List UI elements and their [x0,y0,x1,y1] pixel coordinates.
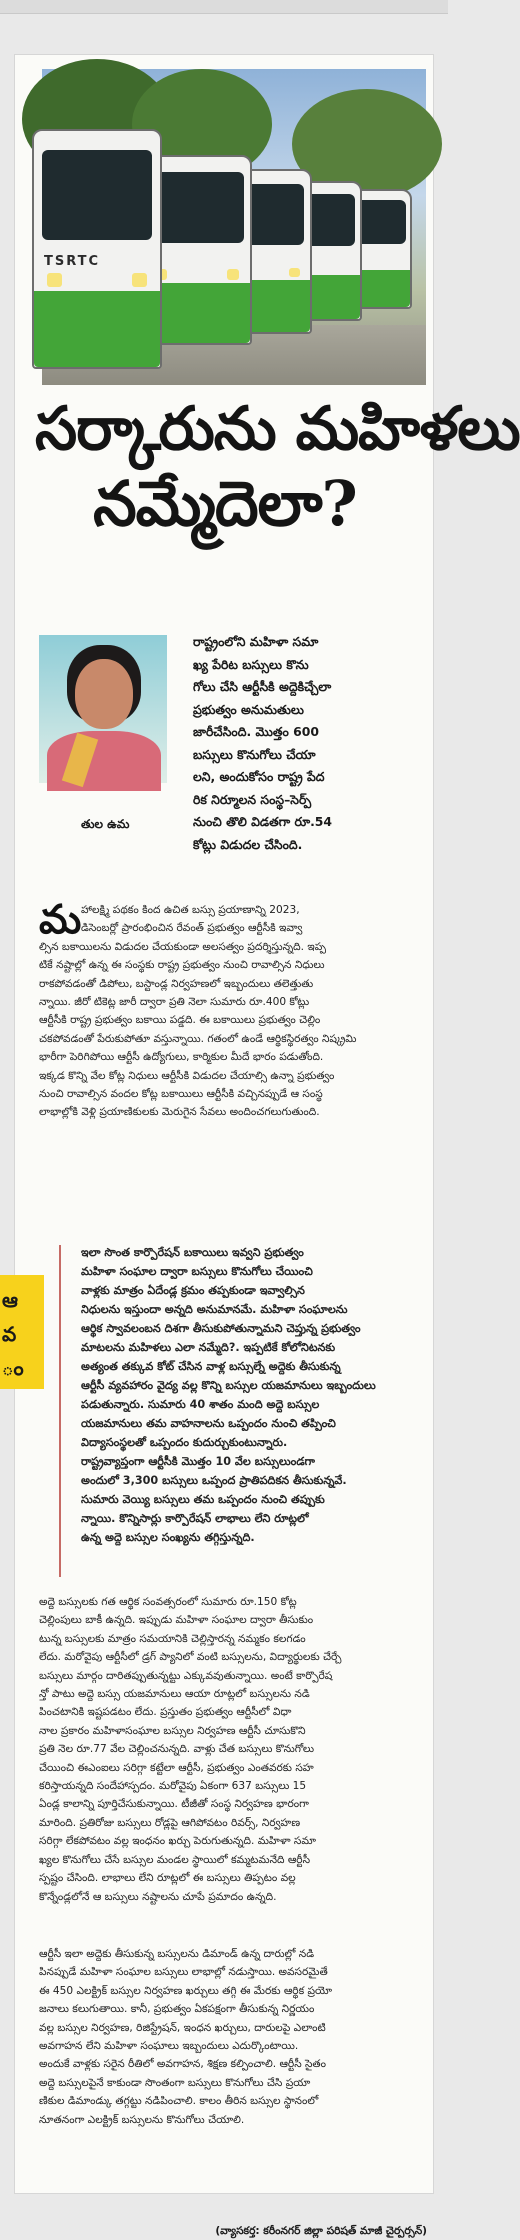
quote-line: అందులో 3,300 బస్సులు ఒప్పంద ప్రాతిపదికన తీసుకున్నవే. [81,1474,347,1487]
paragraph-line: అవగాహన లేని మహిళా సంఘాలు ఇబ్బందులు ఎదుర్కొంటాయి. [39,2040,299,2053]
quote-line: న్నాయి. కొన్నిసార్లు కార్పొరేషన్ లాభాలు లేని రూట్లలో [81,1512,309,1525]
body-paragraph-2 [39,1593,427,1906]
paragraph-line: అందుకే వాళ్లకు సరైన రీతిలో అవగాహన, శిక్షణ కల్పించాలి. ఆర్టీసీ సైతం [39,2058,327,2071]
quote-line: సుమారు వెయ్యి బస్సులు తమ ఒప్పందం నుంచి తప్పుకు [81,1493,325,1506]
paragraph-line: పించటానికి ఇష్టపడటం లేదు. ప్రస్తుతం ప్రభుత్వం ఆర్టీసీలో విధా [39,1706,292,1719]
paragraph-line: అద్దె బస్సులపైనే కాకుండా సొంతంగా బస్సులు కొనుగోలు చేసి ప్రయా [39,2076,311,2089]
quote-line: విద్యాసంస్థలతో ఒప్పందం కుదుర్చుకుంటున్నారు. [81,1436,288,1449]
intro-line: జారీచేసింది. మొత్తం 600 [193,724,319,739]
intro-line: నుంచి తొలి విడతగా రూ.54 [193,814,333,829]
paragraph-line: టికే నష్టాల్లో ఉన్న ఈ సంస్థకు రాష్ట్ర ప్రభుత్వం నుంచి రావాల్సిన నిధులు [39,959,325,972]
paragraph-line: ఇక్కడ కొన్ని వేల కోట్ల నిధులు ఆర్టీసీకి విడుదల చేయాల్సి ఉన్నా ప్రభుత్వం [39,1069,335,1082]
paragraph-line: చకపోవడంతో పేరుకుపోతూ వస్తున్నాయి. గతంలో ఉండే ఆర్థికస్థిరత్వం నిష్క్రమి [39,1032,357,1045]
paragraph-line: స్పష్టం చేసింది. లాభాలు లేని రూట్లలో ఈ బస్సులు తిప్పటం వల్ల [39,1872,296,1885]
paragraph-line: ఆర్టీసీ ఇలా అద్దెకు తీసుకున్న బస్సులను డిమాండ్ ఉన్న దారుల్లో నడి [39,1948,315,1960]
quote-line: మాటలను మహిళలు ఎలా నమ్మేది?. ఇప్పటికే కోలోనిటనకు [81,1341,336,1354]
paragraph-line: భారీగా పెరిగిపోయి ఆర్టీసీ ఉద్యోగులు, కార్మికుల మీదే భారం పడుతోంది. [39,1051,324,1064]
paragraph-line: కొన్నేండ్లలోనే ఆ బస్సులు నష్టాలను చూపే ప్రమాదం ఉన్నది. [39,1890,277,1903]
paragraph-line: మారింది. ప్రతిరోజు బస్సులు రోడ్లపై ఆగిపోవటం రివర్స్, నిర్వహణ [39,1816,301,1829]
paragraph-line: నుంచి రావాల్సిన వందల కోట్ల బకాయిలు ఆర్టీసీకి వచ్చినప్పుడే ఆ సంస్థ [39,1088,323,1101]
quote-line: మహిళా సంఘాల ద్వారా బస్సులు కొనుగోలు చేయించి [81,1265,313,1278]
paragraph-line: నూతనంగా ఎలక్ట్రిక్ బస్సులను కొనుగోలు చేయాలి. [39,2113,245,2126]
paragraph-line: ఆర్టీసీకి రాష్ట్ర ప్రభుత్వం బకాయి పడ్డది. ఈ బకాయిలు ప్రభుత్వం చెల్లిం [39,1014,321,1027]
paragraph-line: ణికుల డిమాండ్కు తగ్గట్టు నడిపించాలి. కాలం తీరిన బస్సుల స్థానంలో [39,2095,319,2108]
paragraph-line: ఏండ్ల కాలాన్ని పూర్తిచేసుకున్నాయి. టీజీతో సంస్థ నిర్వహణ భారంగా [39,1798,309,1811]
headline-line-1: సర్కారును మహిళలు [35,394,520,464]
paragraph-line: వల్ల బస్సుల నిర్వహణ, రిజిస్ట్రేషన్, ఇంధన ఖర్చులు, దారులపై ఎలాంటి [39,2021,326,2034]
quote-line: ఆర్టీసీ వ్యవహారం వైద్య వల్ల కొన్ని బస్సుల యజమానులు ఇబ్బందులు [81,1379,376,1392]
paragraph-line: చేయించి ఈఎంఐలు సరిగ్గా కట్టేలా ఆర్టీసీ, ప్రభుత్వం ఎంతవరకు సహ [39,1761,314,1774]
quote-line: రాష్ట్రవ్యాప్తంగా ఆర్టీసీకి మొత్తం 10 వేల బస్సులుండగా [81,1455,315,1468]
paragraph-line: అద్దె బస్సులకు గత ఆర్థిక సంవత్సరంలో సుమారు రూ.150 కోట్ల [39,1596,297,1608]
paragraph-line: రాకపోవడంతో డిపోలు, బస్టాండ్ల నిర్వహణలో ఇబ్బందులు తలెత్తుతు [39,977,314,990]
intro-paragraph [193,631,425,856]
intro-line: లని, అందుకోసం రాష్ట్ర పేద [193,769,325,784]
intro-line: గోలు చేసి ఆర్టీసీకి అద్దెకిచ్చేలా [193,679,332,694]
quote-line: వాళ్లకు మాత్రం ఏదేండ్ల క్రమం తప్పకుండా ఇవ్వాల్సిన [81,1284,305,1297]
paragraph-line: ప్రతి నెల రూ.77 వేల చెల్లించనున్నది. వాళ్లు చేత బస్సులు కొనుగోలు [39,1743,315,1756]
paragraph-line: సరిగ్గా లేకపోవటం వల్ల ఇంధనం ఖర్చు పెరుగుతున్నది. మహిళా సమా [39,1835,316,1848]
paragraph-line: లేదు. మరోవైపు ఆర్టీసీలో డ్రగ్ ప్యానిలో వంటి బస్సులను, విద్యార్థులకు చేర్చే [39,1651,342,1664]
intro-line: బస్సులు కొనుగోలు చేయా [193,746,316,762]
paragraph-line: పినప్పుడే మహిళా సంఘాల బస్సులు లాభాల్లో నడుస్తాయి. అవసరమైతే [39,1966,328,1979]
author-portrait [39,635,167,783]
paragraph-line: బస్సులు మార్గం దారితప్పుతున్నట్టు ఎక్కువవుతున్నాయి. అంటే కార్పొరేష [39,1669,333,1682]
intro-line: ప్రభుత్వం అనుమతులు [193,701,304,717]
pull-quote [81,1243,417,1547]
author-byline: (వ్యాసకర్త: కరీంనగర్ జిల్లా పరిషత్ మాజీ చైర్పర్సన్) [215,2225,427,2237]
paragraph-line: లాభాల్లోకి వెళ్లి ప్రయాణికులకు మెరుగైన సేవలు అందించగలుగుతుంది. [39,1106,320,1119]
side-tab-line: ం [2,1356,24,1380]
intro-line: రాష్ట్రంలోని మహిళా సమా [193,634,319,649]
side-tab [0,1275,44,1389]
drop-cap: మ [39,896,82,943]
paragraph-line: ల్సిన బకాయిలను విడుదల చేయకుండా అలసత్వం ప్రదర్శిస్తున్నది. ఇప్ప [39,940,327,953]
headline-line-2: నమ్మేదెలా? [93,467,357,540]
quote-line: నిధులను ఇస్తుందా అన్నది అనుమానమే. మహిళా సంఘాలను [81,1303,348,1316]
paragraph-line: కరిస్తాయన్నది సందేహాస్పదం. మరోవైపు ఏకంగా 637 బస్సులు 15 [39,1780,307,1793]
quote-line: అత్యంత తక్కువ కోట్ చేసిన వాళ్ల బస్సుల్నే అద్దెకు తీసుకున్న [81,1360,341,1373]
side-tab-line: వ [2,1322,17,1346]
bus-label: TSRTC [44,253,101,269]
intro-line: రిక నిర్మూలన సంస్థ–సెర్ప్ [193,791,312,807]
body-paragraph-3 [39,1945,427,2129]
paragraph-line: న్నాయి. జీరో టికెట్ల జారీ ద్వారా ప్రతి నెలా సుమారు రూ.400 కోట్లు [39,996,310,1009]
bus-shape [32,129,162,369]
paragraph-line: జనాలు కలుగుతాయి. కానీ, ప్రభుత్వం ఏకపక్షంగా తీసుకున్న నిర్ణయం [39,2003,315,2016]
intro-line: ఖ్య పేరిట బస్సులు కొను [193,656,309,672]
paragraph-line: చెల్లింపులు బాకీ ఉన్నది. ఇప్పుడు మహిళా సంఘాల ద్వారా తీసుకుం [39,1614,314,1627]
paragraph-line: డిసెంబర్లో ప్రారంభించిన రేవంత్ ప్రభుత్వం ఆర్టీసీకి ఇవ్వా [81,922,303,935]
paragraph-line: నాల ప్రకారం మహిళాసంఘాల బస్సుల నిర్వహణ ఆర్టీసీ చూసుకొని [39,1724,306,1737]
quote-line: ఇలా సొంత కార్పొరేషన్ బకాయిలు ఇవ్వని ప్రభుత్వం [81,1246,304,1259]
quote-line: యజమానులు తమ వాహనాలను ఒప్పందం నుంచి తప్పించి [81,1417,336,1430]
paragraph-line: ఖ్యల కొనుగోలు చేసే బస్సుల మండల స్థాయిలో కమ్మటమనేది ఆర్టీసీ [39,1853,311,1866]
author-name: తుల ఉమ [81,817,130,831]
quote-line: ఆర్థిక స్వావలంబన దిశగా తీసుకుపోతున్నామని చెప్తున్న ప్రభుత్వం [81,1322,361,1335]
quote-line: ఉన్న అద్దె బస్సుల సంఖ్యను తగ్గిస్తున్నది. [81,1531,255,1544]
top-strip [0,0,448,14]
intro-line: కోట్లు విడుదల చేసింది. [193,836,303,852]
article-page [14,54,520,2237]
buses-photo [42,69,426,385]
quote-line: పడుతున్నారు. సుమారు 40 శాతం మంది అద్దె బస్సుల [81,1398,320,1411]
paragraph-line: టున్న బస్సులకు మాత్రం సమయానికి చెల్లిస్తారన్న నమ్మకం కలగడం [39,1632,306,1645]
paragraph-line: హాలక్ష్మి పథకం కింద ఉచిత బస్సు ప్రయాణాన్ని 2023, [81,904,300,916]
body-paragraph-1 [39,896,427,1122]
paragraph-line: ఈ 450 ఎలక్ట్రిక్ బస్సుల నిర్వహణ ఖర్చులు తగ్గి ఈ మేరకు ఆర్థిక ప్రయో [39,1984,333,1997]
quote-rule [59,1245,61,1577]
side-tab-line: ఆ [2,1288,18,1312]
paragraph-line: న్తో పాటు అద్దె బస్సు యజమానులు ఆయా రూట్లలో బస్సులను నడి [39,1688,310,1701]
